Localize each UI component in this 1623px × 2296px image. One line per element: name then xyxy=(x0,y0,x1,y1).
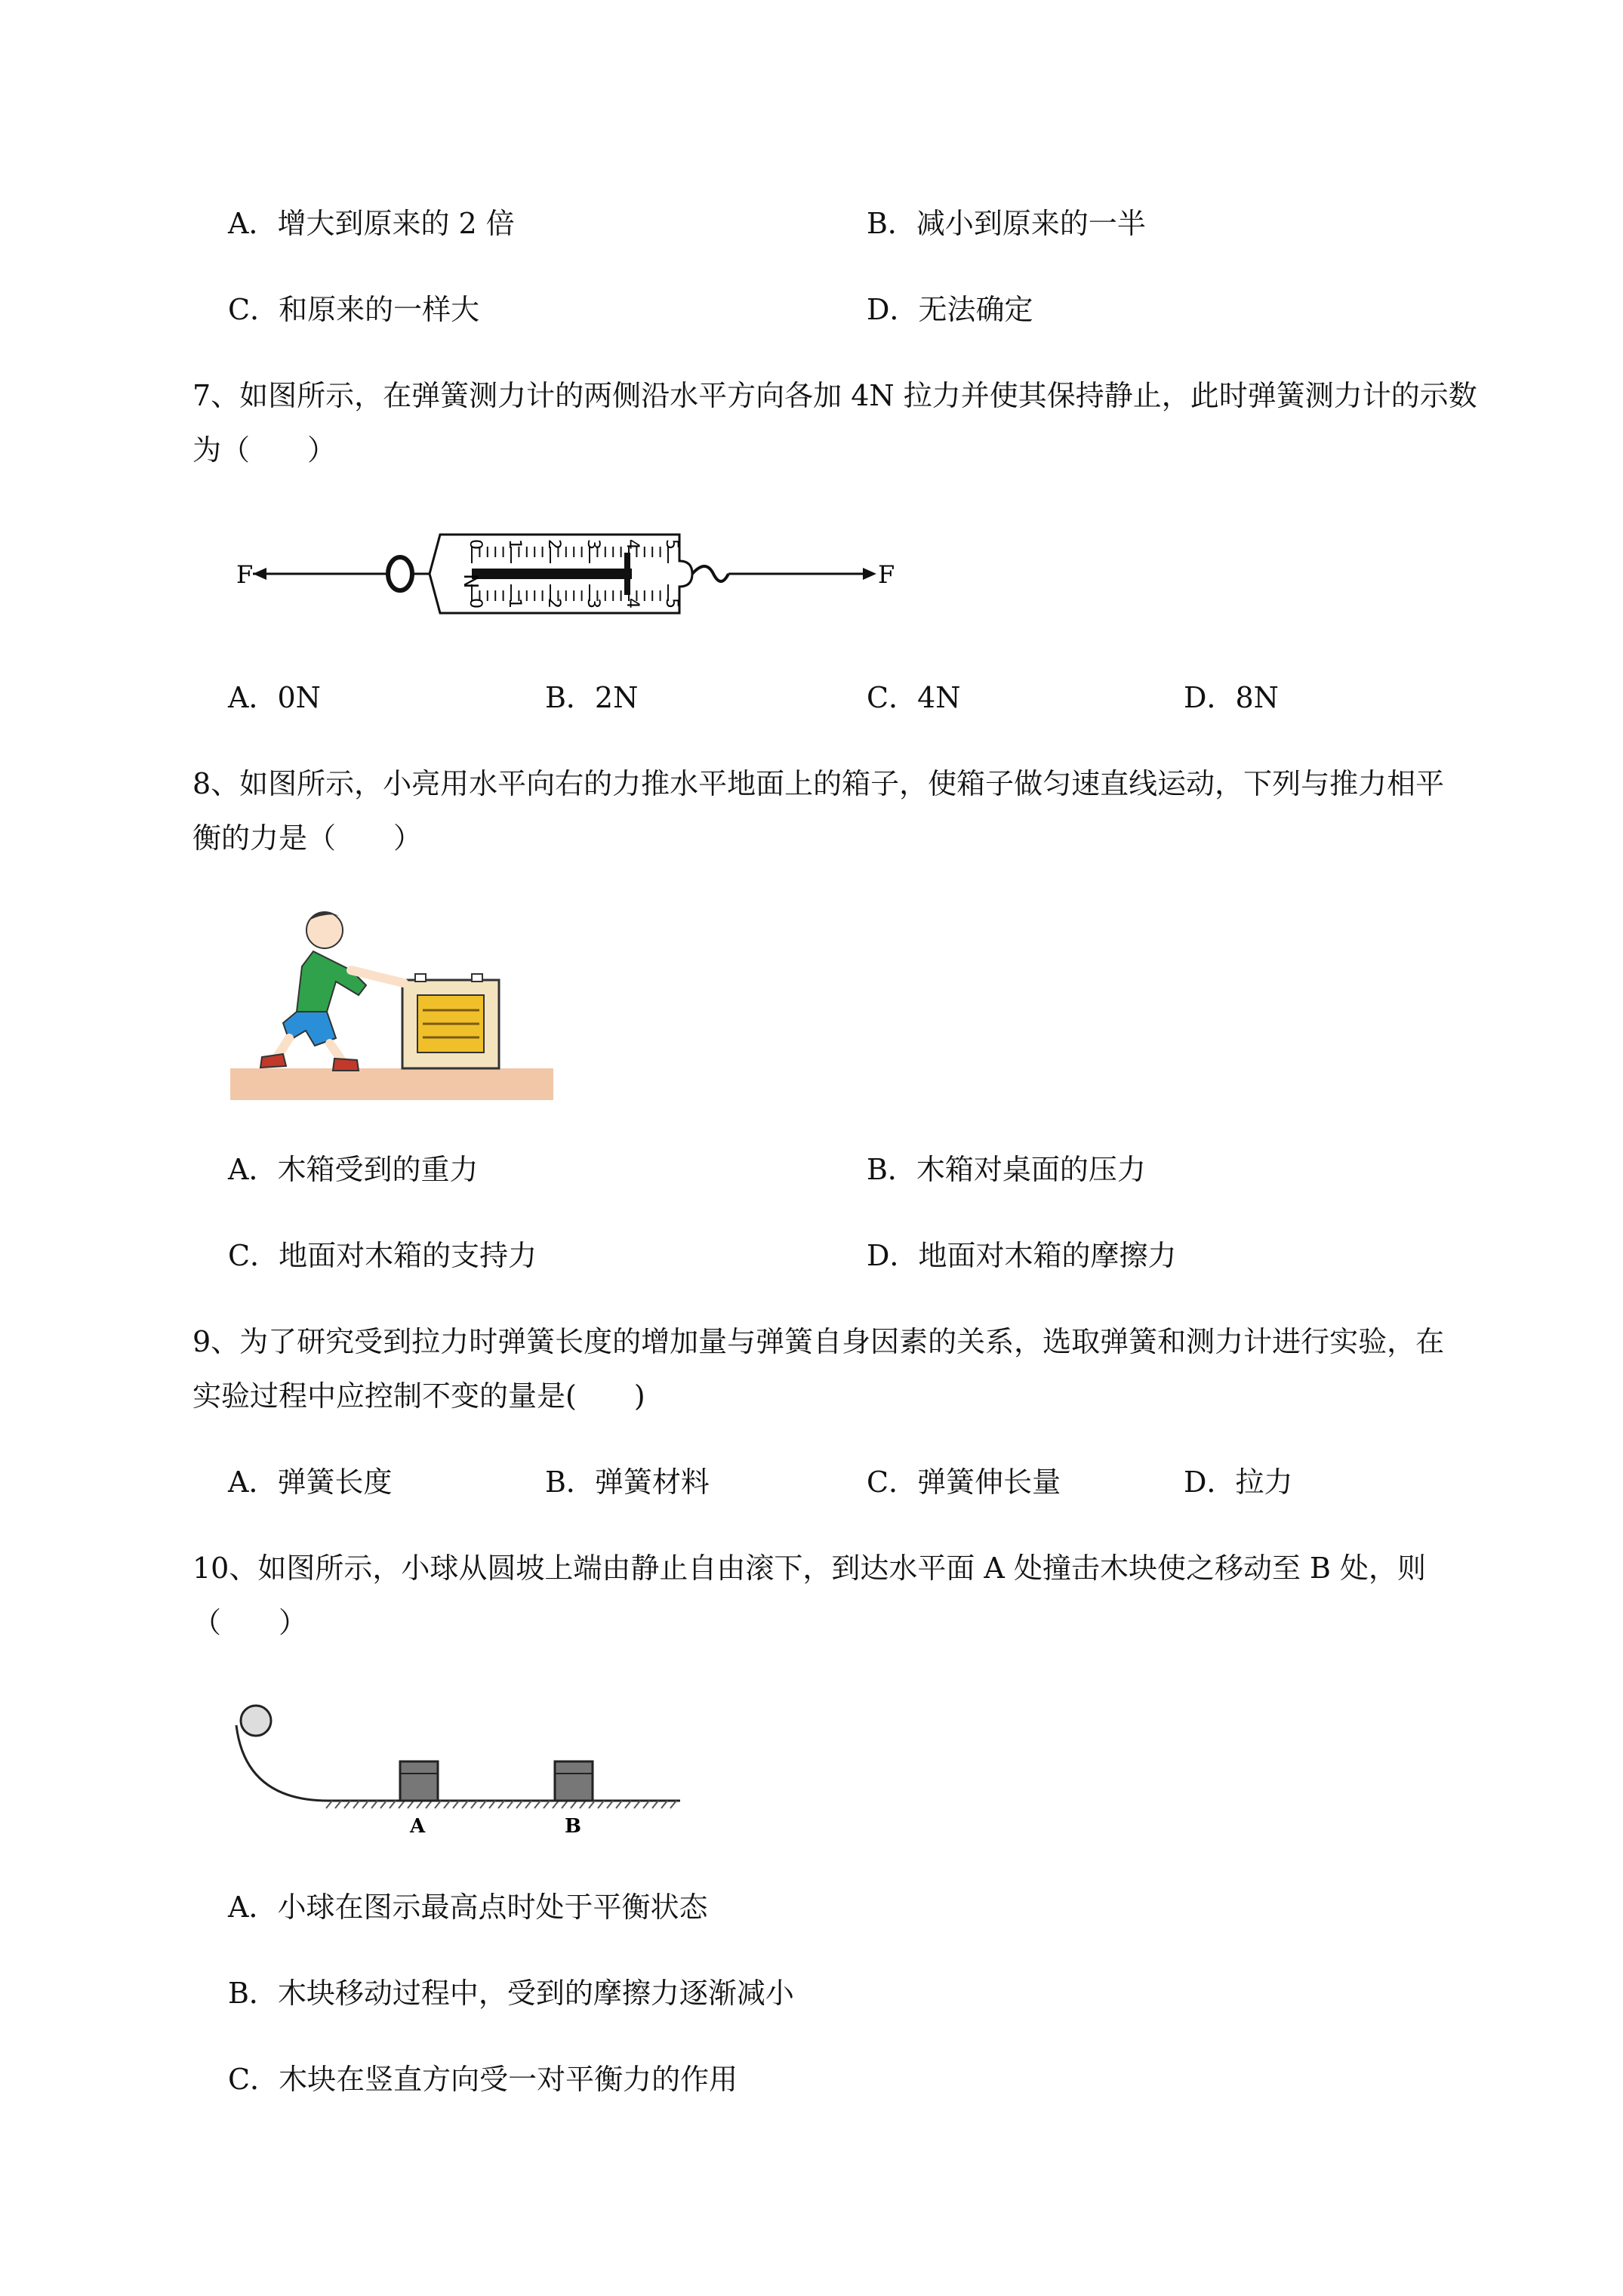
scale-number-bottom: 3 xyxy=(584,598,602,609)
q10-option-c: C．木块在竖直方向受一对平衡力的作用 xyxy=(228,2063,738,2096)
ground xyxy=(230,1068,553,1100)
q9-stem-line2: 实验过程中应控制不变的量是( ) xyxy=(192,1379,645,1413)
scale-number-bottom: 4 xyxy=(623,598,642,609)
ramp-surface xyxy=(236,1725,680,1801)
q6-option-a: A．增大到原来的 2 倍 xyxy=(228,207,515,240)
q9-option-a: A．弹簧长度 xyxy=(228,1465,393,1499)
q7-option-c: C．4N xyxy=(867,681,961,714)
pointer xyxy=(624,553,630,595)
q10-stem-line2: （ ） xyxy=(192,1606,308,1639)
boy-pushing-box-figure xyxy=(230,898,555,1106)
q8-option-a: A．木箱受到的重力 xyxy=(228,1153,479,1186)
scale-number-top: 4 xyxy=(623,539,642,550)
spring-bar xyxy=(472,569,632,579)
q10-option-b: B．木块移动过程中，受到的摩擦力逐渐减小 xyxy=(228,1977,794,2010)
q7-stem-line2: 为（ ） xyxy=(192,433,337,467)
spring-scale-figure xyxy=(230,513,895,634)
label-a: A xyxy=(410,1815,426,1838)
unit-label: N xyxy=(459,574,482,589)
left-force-label: F xyxy=(236,560,254,589)
q7-option-d: D．8N xyxy=(1184,681,1279,714)
scale-number-bottom: 5 xyxy=(662,598,681,609)
q9-option-b: B．弹簧材料 xyxy=(545,1465,710,1499)
scale-number-top: 2 xyxy=(544,539,563,550)
scale-number-top: 3 xyxy=(584,539,602,550)
hook-icon xyxy=(692,566,728,581)
block-b xyxy=(555,1761,593,1801)
label-b: B xyxy=(565,1815,581,1838)
right-force-label: F xyxy=(878,560,895,589)
q7-stem-line1: 7、如图所示，在弹簧测力计的两侧沿水平方向各加 4N 拉力并使其保持静止，此时弹簧测力计的示数 xyxy=(192,379,1477,412)
q8-stem-line1: 8、如图所示，小亮用水平向右的力推水平地面上的箱子，使箱子做匀速直线运动，下列与推力相平 xyxy=(192,767,1445,800)
q10-stem-line1: 10、如图所示，小球从圆坡上端由静止自由滚下，到达水平面 A 处撞击木块使之移动至 B 处，则 xyxy=(192,1552,1427,1585)
q6-option-b: B．减小到原来的一半 xyxy=(867,207,1146,240)
block-a xyxy=(400,1761,438,1801)
q9-option-c: C．弹簧伸长量 xyxy=(867,1465,1061,1499)
q6-option-d: D．无法确定 xyxy=(867,293,1033,326)
ball-ramp-figure xyxy=(230,1695,698,1838)
scale-number-top: 0 xyxy=(466,539,485,550)
scale-number-bottom: 1 xyxy=(505,598,524,609)
q8-option-c: C．地面对木箱的支持力 xyxy=(228,1239,537,1272)
q10-option-a: A．小球在图示最高点时处于平衡状态 xyxy=(228,1891,708,1924)
q7-option-b: B．2N xyxy=(545,681,639,714)
scale-number-bottom: 0 xyxy=(466,598,485,609)
right-arrowhead-icon xyxy=(863,568,876,580)
q8-stem-line2: 衡的力是（ ） xyxy=(192,821,423,855)
q6-option-c: C．和原来的一样大 xyxy=(228,293,480,326)
q8-option-b: B．木箱对桌面的压力 xyxy=(867,1153,1146,1186)
scale-number-bottom: 2 xyxy=(544,598,563,609)
ring-icon xyxy=(388,557,412,590)
left-arrowhead-icon xyxy=(253,568,266,580)
q9-stem-line1: 9、为了研究受到拉力时弹簧长度的增加量与弹簧自身因素的关系，选取弹簧和测力计进行实验，在 xyxy=(192,1325,1445,1358)
boy-shirt xyxy=(297,951,366,1012)
ball xyxy=(241,1706,271,1736)
q9-option-d: D．拉力 xyxy=(1184,1465,1293,1499)
scale-number-top: 5 xyxy=(662,539,681,550)
q7-option-a: A．0N xyxy=(228,681,321,714)
q8-option-d: D．地面对木箱的摩擦力 xyxy=(867,1239,1177,1272)
scale-number-top: 1 xyxy=(505,539,524,550)
